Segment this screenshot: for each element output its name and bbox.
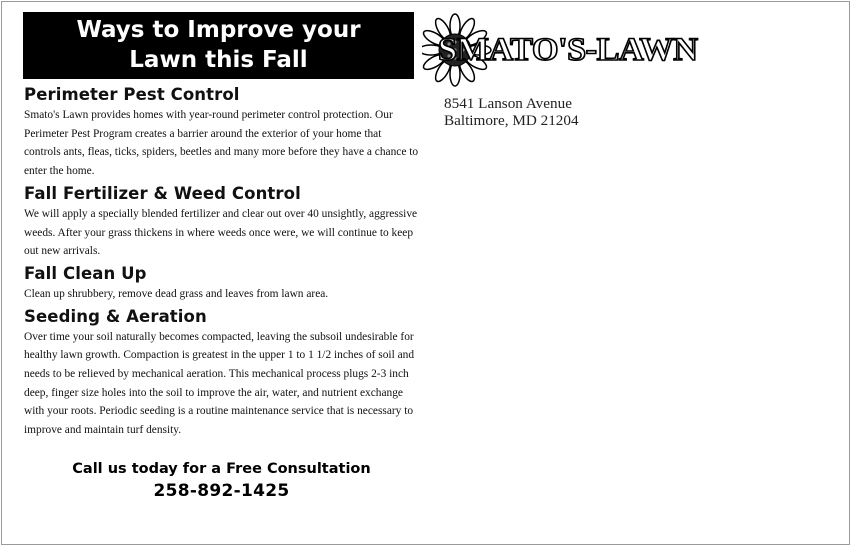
phone-number: 258-892-1425 [153, 481, 290, 501]
address-city: Baltimore, MD 21204 [444, 112, 579, 129]
section-heading: Fall Clean Up [24, 263, 147, 283]
section-heading: Seeding & Aeration [24, 306, 207, 326]
address-street: 8541 Lanson Avenue [444, 95, 572, 112]
title-line-2: Lawn this Fall [129, 47, 308, 73]
mailing-address [444, 95, 579, 129]
services-list [24, 84, 419, 442]
section-perimeter-pest [24, 84, 419, 181]
section-heading: Perimeter Pest Control [24, 85, 240, 104]
section-body: Smato's Lawn provides homes with year-round perimeter control protection. Our Perimeter Pest Program creates a barrier around the exterior of your home that controls ants, fleas, ticks, spiders, beetles and many more before they have a chance to enter the home. [24, 109, 419, 178]
section-body: Clean up shrubbery, remove dead grass and leaves from lawn area. [24, 287, 329, 300]
title-line-1: Ways to Improve your [76, 17, 361, 43]
cta-text: Call us today for a Free Consultation [72, 461, 371, 477]
section-body: We will apply a specially blended fertilizer and clear out over 40 unsightly, aggressive weeds. After your grass thickens in where weeds once were, we will continue to keep out new arrivals. [24, 207, 418, 258]
section-body: Over time your soil naturally becomes compacted, leaving the subsoil undesirable for healthy lawn growth. Compaction is greatest in the upper 1 to 1 1/2 inches of soil and needs to be relieved by mechanical aeration. This mechanical process plugs 2-3 inch deep, finger size holes into the soil to improve the air, water, and nutrient exchange with your roots. Periodic seeding is a routine maintenance service that is necessary to improve and maintain turf density. [24, 330, 415, 437]
logo-wordmark: SMATO'S-LAWN [438, 32, 698, 68]
company-logo [422, 12, 752, 87]
section-fertilizer-weed [24, 183, 419, 261]
title-banner [23, 12, 414, 79]
section-clean-up [24, 263, 419, 304]
section-heading: Fall Fertilizer & Weed Control [24, 183, 301, 203]
call-to-action [24, 459, 419, 502]
section-seeding-aeration [24, 306, 419, 440]
